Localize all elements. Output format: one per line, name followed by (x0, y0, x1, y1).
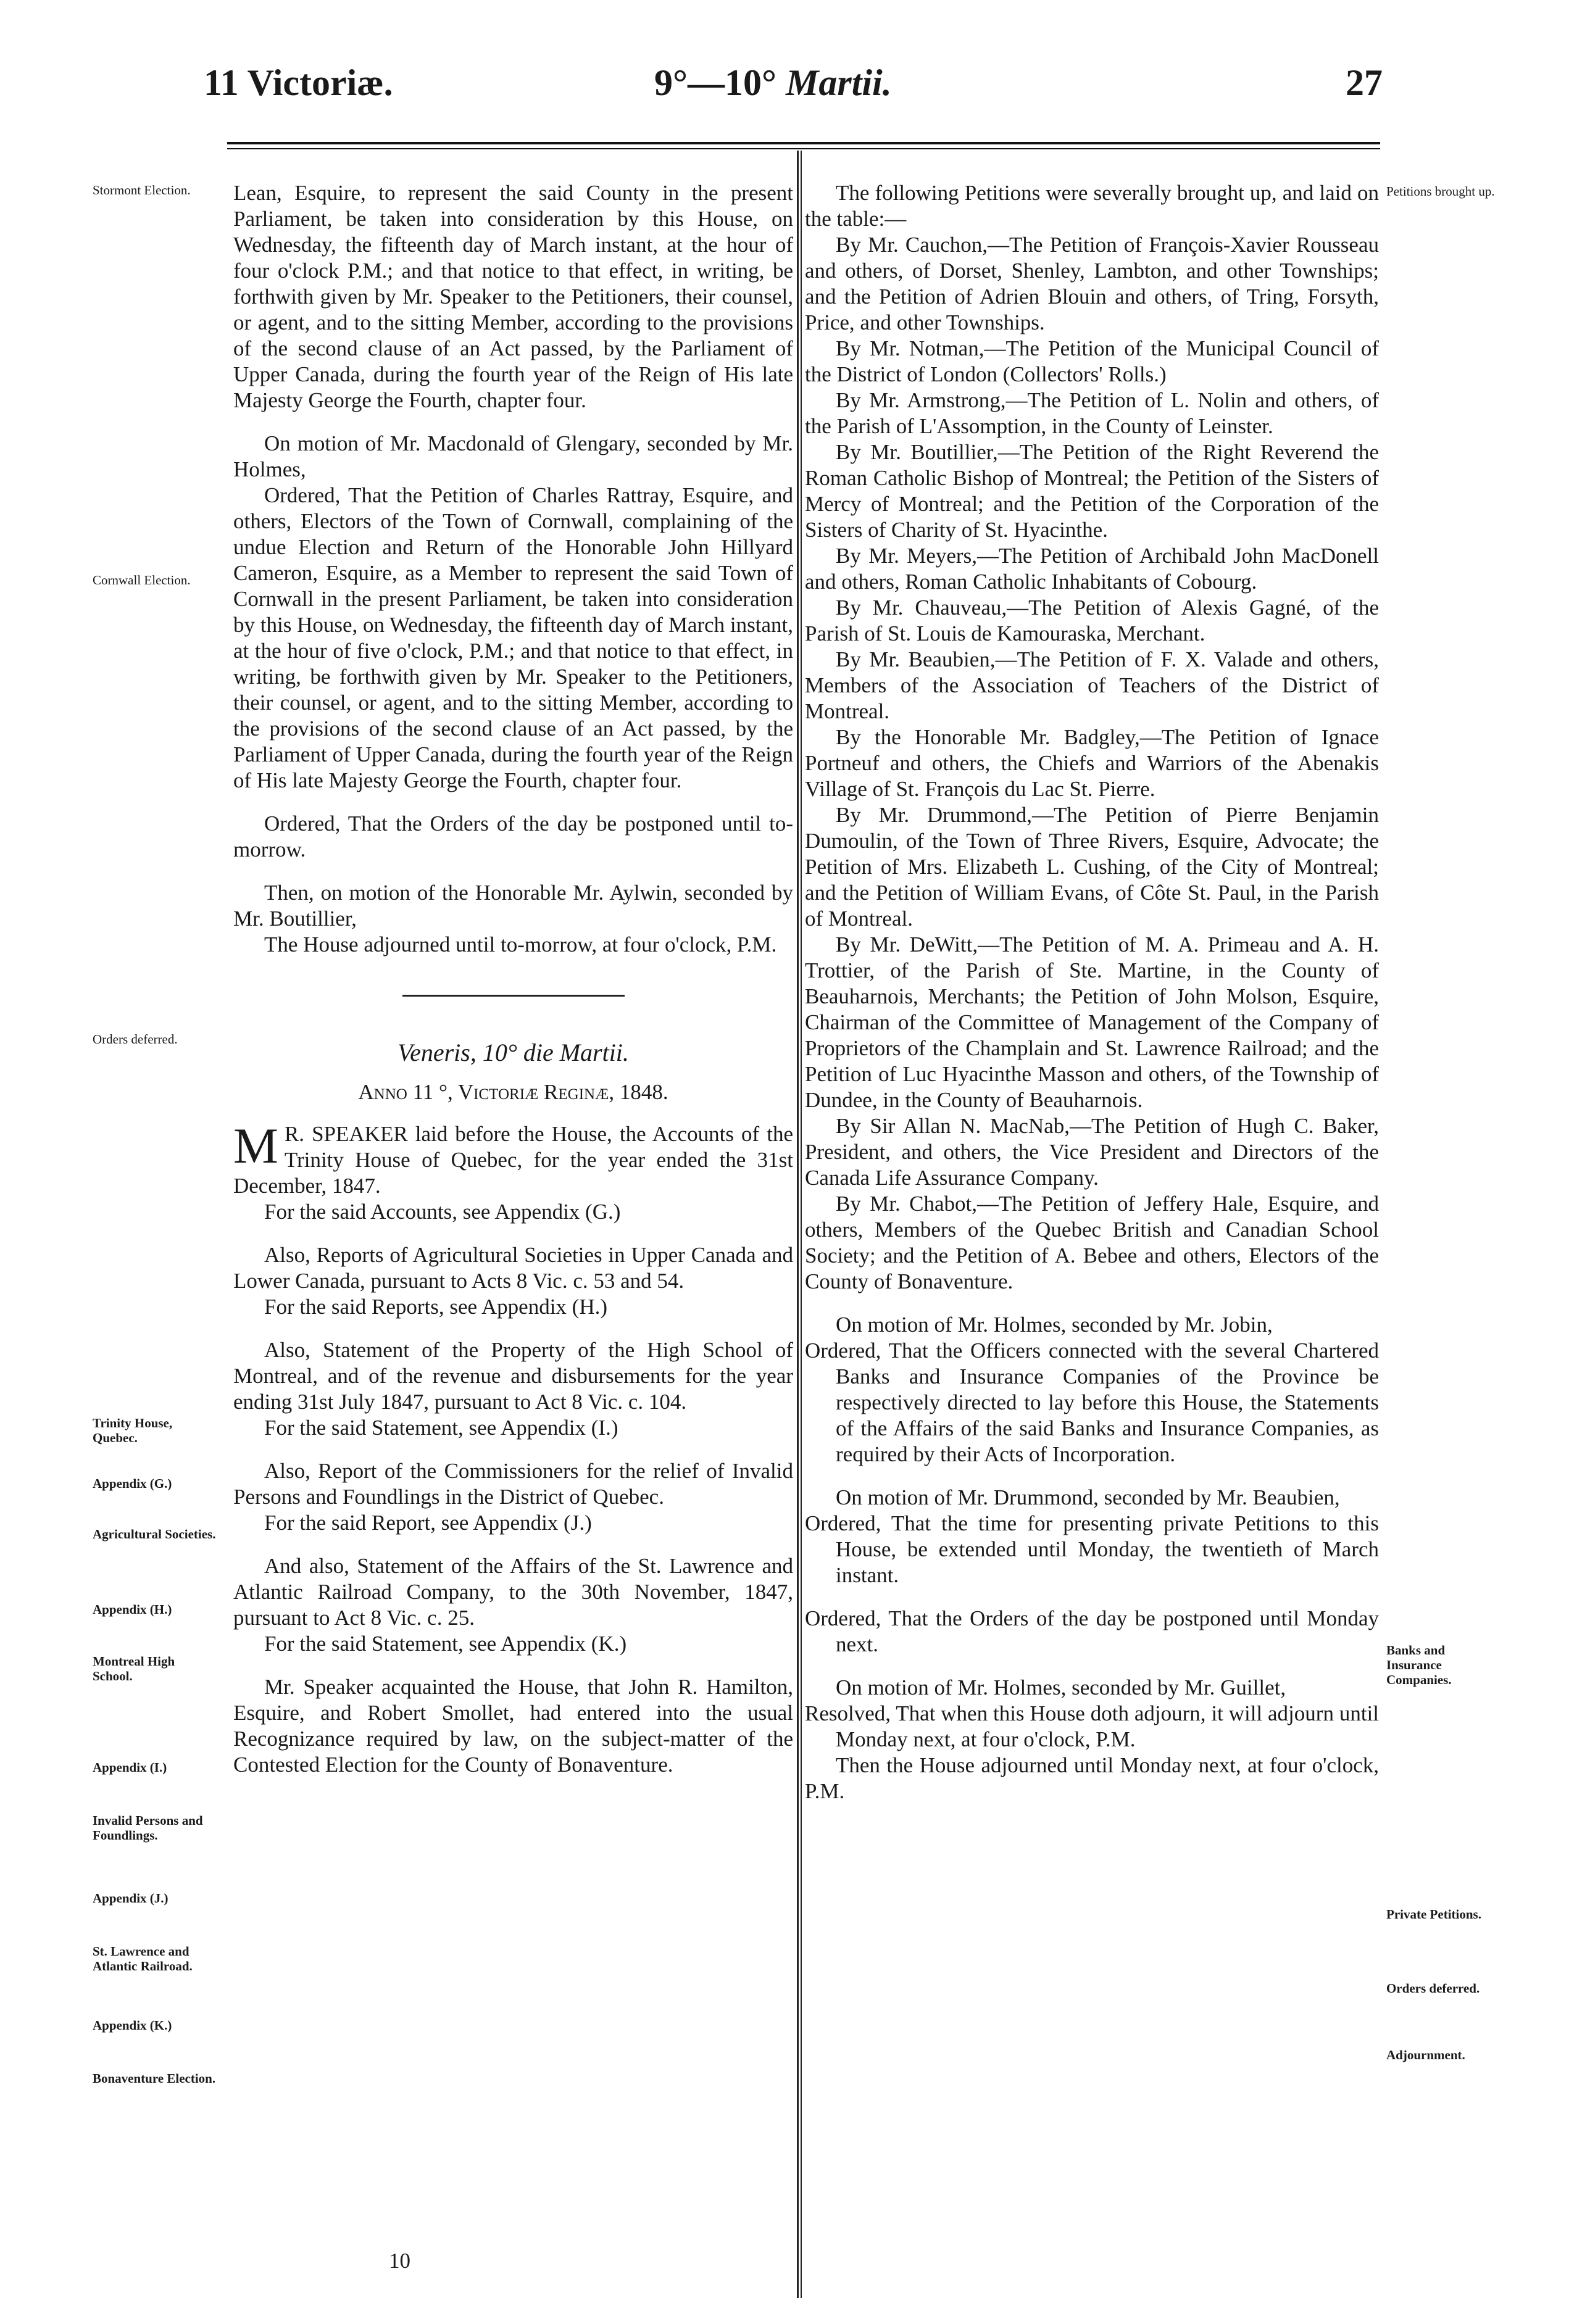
header-center-italic: Martii. (786, 62, 892, 103)
margin-note-orders: Orders deferred. (93, 1032, 178, 1047)
left-column (233, 180, 793, 1778)
right-para-8: By Mr. Beaubien,—The Petition of F. X. Valade and others, Members of the Association of Teachers of the District of Montreal. (805, 647, 1379, 723)
right-para-15: Ordered, That the Officers connected with the several Chartered Banks and Insurance Companies of the Province be respectively directed to lay before this House, the Statements of the Affairs of the said Banks and Insurance Companies, as required by their Acts of Incorporation. (805, 1338, 1379, 1466)
right-para-21: Then the House adjourned until Monday next, at four o'clock, P.M. (805, 1753, 1379, 1803)
left-para-7-text: R. SPEAKER laid before the House, the Accounts of the Trinity House of Quebec, for the year ended the 31st December, 1847. (233, 1122, 793, 1198)
left-para-16: For the said Statement, see Appendix (K.) (264, 1632, 627, 1656)
margin-note-private: Private Petitions. (1386, 1907, 1481, 1922)
right-para-1: The following Petitions were severally brought up, and laid on the table:— (805, 181, 1379, 231)
margin-note-stlawrence: St. Lawrence and Atlantic Railroad. (93, 1944, 193, 1973)
left-para-12: For the said Statement, see Appendix (I.) (264, 1416, 618, 1440)
footer-page-number: 10 (389, 2249, 410, 2273)
left-para-5: Then, on motion of the Honorable Mr. Aylwin, seconded by Mr. Boutillier, (233, 881, 793, 931)
margin-note-trinity: Trinity House, Quebec. (93, 1416, 173, 1445)
left-para-13: Also, Report of the Commissioners for the relief of Invalid Persons and Foundlings in the District of Quebec. (233, 1459, 793, 1509)
margin-note-orders-right: Orders deferred. (1386, 1981, 1480, 1996)
header-rule-bottom (227, 148, 1380, 149)
margin-note-bonaventure: Bonaventure Election. (93, 2071, 216, 2086)
margin-note-app-j: Appendix (J.) (93, 1891, 169, 1906)
margin-note-cornwall: Cornwall Election. (93, 573, 191, 587)
left-para-6: The House adjourned until to-morrow, at four o'clock, P.M. (264, 932, 777, 957)
margin-note-app-h: Appendix (H.) (93, 1602, 172, 1617)
right-para-20: Resolved, That when this House doth adjourn, it will adjourn until Monday next, at four o'clock, P.M. (805, 1701, 1379, 1751)
right-para-14: On motion of Mr. Holmes, seconded by Mr. Jobin, (836, 1313, 1273, 1337)
header-left: 11 Victoriæ. (204, 62, 393, 103)
right-para-2: By Mr. Cauchon,—The Petition of François-Xavier Rousseau and others, of Dorset, Shenley, Lambton, and other Townships; and the Petition of Adrien Blouin and others, of Tring, Forsyth, Price, and other Townships. (805, 233, 1379, 334)
right-para-19: On motion of Mr. Holmes, seconded by Mr. Guillet, (836, 1675, 1286, 1699)
header-rule-top (227, 142, 1380, 144)
right-para-6: By Mr. Meyers,—The Petition of Archibald John MacDonell and others, Roman Catholic Inhabitants of Cobourg. (805, 544, 1379, 594)
right-para-16: On motion of Mr. Drummond, seconded by Mr. Beaubien, (836, 1485, 1340, 1509)
right-column (805, 180, 1379, 1804)
left-para-14: For the said Report, see Appendix (J.) (264, 1511, 592, 1535)
right-para-5: By Mr. Boutillier,—The Petition of the Right Reverend the Roman Catholic Bishop of Montreal; the Petition of the Sisters of Mercy of Montreal; and the Petition of the Corporation of the Sisters of Charity of St. Hyacinthe. (805, 440, 1379, 542)
right-para-9: By the Honorable Mr. Badgley,—The Petition of Ignace Portneuf and others, the Chiefs and Warriors of the Abenakis Village of St. François du Lac St. Pierre. (805, 725, 1379, 801)
header-center (654, 64, 892, 101)
left-para-1: Lean, Esquire, to represent the said County in the present Parliament, be taken into consideration by this House, on Wednesday, the fifteenth day of March instant, at the hour of four o'clock P.M.; and that notice to that effect, in writing, be forthwith given by Mr. Speaker to the Petitioners, their counsel, or agent, and to the sitting Member, according to the provisions of the second clause of an Act passed, by the Parliament of Upper Canada, during the fourth year of the Reign of His late Majesty George the Fourth, chapter four. (233, 181, 793, 412)
margin-note-agri: Agricultural Societies. (93, 1527, 216, 1542)
margin-note-montreal: Montreal High School. (93, 1654, 175, 1683)
left-para-10: For the said Reports, see Appendix (H.) (264, 1295, 608, 1319)
margin-note-petitions: Petitions brought up. (1386, 184, 1495, 199)
header-page-number: 27 (1346, 62, 1383, 103)
left-para-7 (233, 1118, 793, 1199)
margin-note-app-k: Appendix (K.) (93, 2018, 172, 2033)
drop-cap: M (233, 1118, 278, 1174)
right-para-11: By Mr. DeWitt,—The Petition of M. A. Primeau and A. H. Trottier, of the Parish of Ste. Martine, in the County of Beauharnois, Merchants; the Petition of John Molson, Esquire, Chairman of the Committee of Management of the Company of Proprietors of the Champlain and St. Lawrence Railroad; and the Petition of Luc Hyacinthe Masson and others, of the Township of Dundee, in the County of Beauharnois. (805, 932, 1379, 1112)
right-para-7: By Mr. Chauveau,—The Petition of Alexis Gagné, of the Parish of St. Louis de Kamouraska, Merchant. (805, 596, 1379, 645)
left-para-11: Also, Statement of the Property of the High School of Montreal, and of the revenue and disbursements for the year ending 31st July 1847, pursuant to Act 8 Vic. c. 104. (233, 1338, 793, 1414)
day-heading: Veneris, 10° die Martii. (398, 1039, 629, 1066)
margin-note-app-g: Appendix (G.) (93, 1476, 172, 1491)
column-divider-2 (801, 151, 802, 2298)
left-para-4: Ordered, That the Orders of the day be postponed until to-morrow. (233, 811, 793, 861)
right-para-13: By Mr. Chabot,—The Petition of Jeffery Hale, Esquire, and others, Members of the Quebec British and Canadian School Society; and the Petition of A. Bebee and others, Electors of the County of Bonaventure. (805, 1192, 1379, 1293)
margin-note-banks: Banks and Insurance Companies. (1386, 1643, 1452, 1687)
margin-note-adjournment: Adjournment. (1386, 2048, 1465, 2062)
column-divider (797, 151, 799, 2298)
right-para-4: By Mr. Armstrong,—The Petition of L. Nolin and others, of the Parish of L'Assomption, in the County of Leinster. (805, 388, 1379, 438)
margin-note-invalid: Invalid Persons and Foundlings. (93, 1813, 203, 1843)
left-para-3: Ordered, That the Petition of Charles Rattray, Esquire, and others, Electors of the Town of Cornwall, complaining of the undue Election and Return of the Honorable John Hillyard Cameron, Esquire, as a Member to represent the said Town of Cornwall in the present Parliament, be taken into consideration by this House, on Wednesday, the fifteenth day of March instant, at the hour of five o'clock, P.M.; and that notice to that effect, in writing, be forthwith given by Mr. Speaker to the Petitioners, their counsel, or agent, and to the sitting Member, according to the provisions of the second clause of an Act passed, by the Parliament of Upper Canada, during the fourth year of the Reign of His late Majesty George the Fourth, chapter four. (233, 483, 793, 792)
margin-note-stormont: Stormont Election. (93, 183, 191, 197)
right-para-18: Ordered, That the Orders of the day be postponed until Monday next. (805, 1606, 1379, 1656)
right-para-3: By Mr. Notman,—The Petition of the Municipal Council of the District of London (Collectors' Rolls.) (805, 336, 1379, 386)
anno-line: Anno 11 °, Victoriæ Reginæ, 1848. (358, 1080, 668, 1104)
left-para-2: On motion of Mr. Macdonald of Glengary, seconded by Mr. Holmes, (233, 431, 793, 481)
right-para-10: By Mr. Drummond,—The Petition of Pierre Benjamin Dumoulin, of the Town of Three Rivers, Esquire, Advocate; the Petition of Mrs. Elizabeth L. Cushing, of the City of Montreal; and the Petition of William Evans, of Côte St. Paul, in the Parish of Montreal. (805, 803, 1379, 931)
left-para-15: And also, Statement of the Affairs of the St. Lawrence and Atlantic Railroad Company, to the 30th November, 1847, pursuant to Act 8 Vic. c. 25. (233, 1554, 793, 1630)
header-center-prefix: 9°—10° (654, 62, 776, 103)
section-divider (402, 995, 625, 997)
right-para-17: Ordered, That the time for presenting private Petitions to this House, be extended until Monday, the twentieth of March instant. (805, 1511, 1379, 1587)
left-para-8: For the said Accounts, see Appendix (G.) (264, 1200, 621, 1224)
left-para-9: Also, Reports of Agricultural Societies in Upper Canada and Lower Canada, pursuant to Acts 8 Vic. c. 53 and 54. (233, 1243, 793, 1293)
left-para-17: Mr. Speaker acquainted the House, that John R. Hamilton, Esquire, and Robert Smollet, had entered into the usual Recognizance required by law, on the subject-matter of the Contested Election for the County of Bonaventure. (233, 1675, 793, 1777)
right-para-12: By Sir Allan N. MacNab,—The Petition of Hugh C. Baker, President, and others, the Vice President and Directors of the Canada Life Assurance Company. (805, 1114, 1379, 1190)
margin-note-app-i: Appendix (I.) (93, 1760, 167, 1775)
